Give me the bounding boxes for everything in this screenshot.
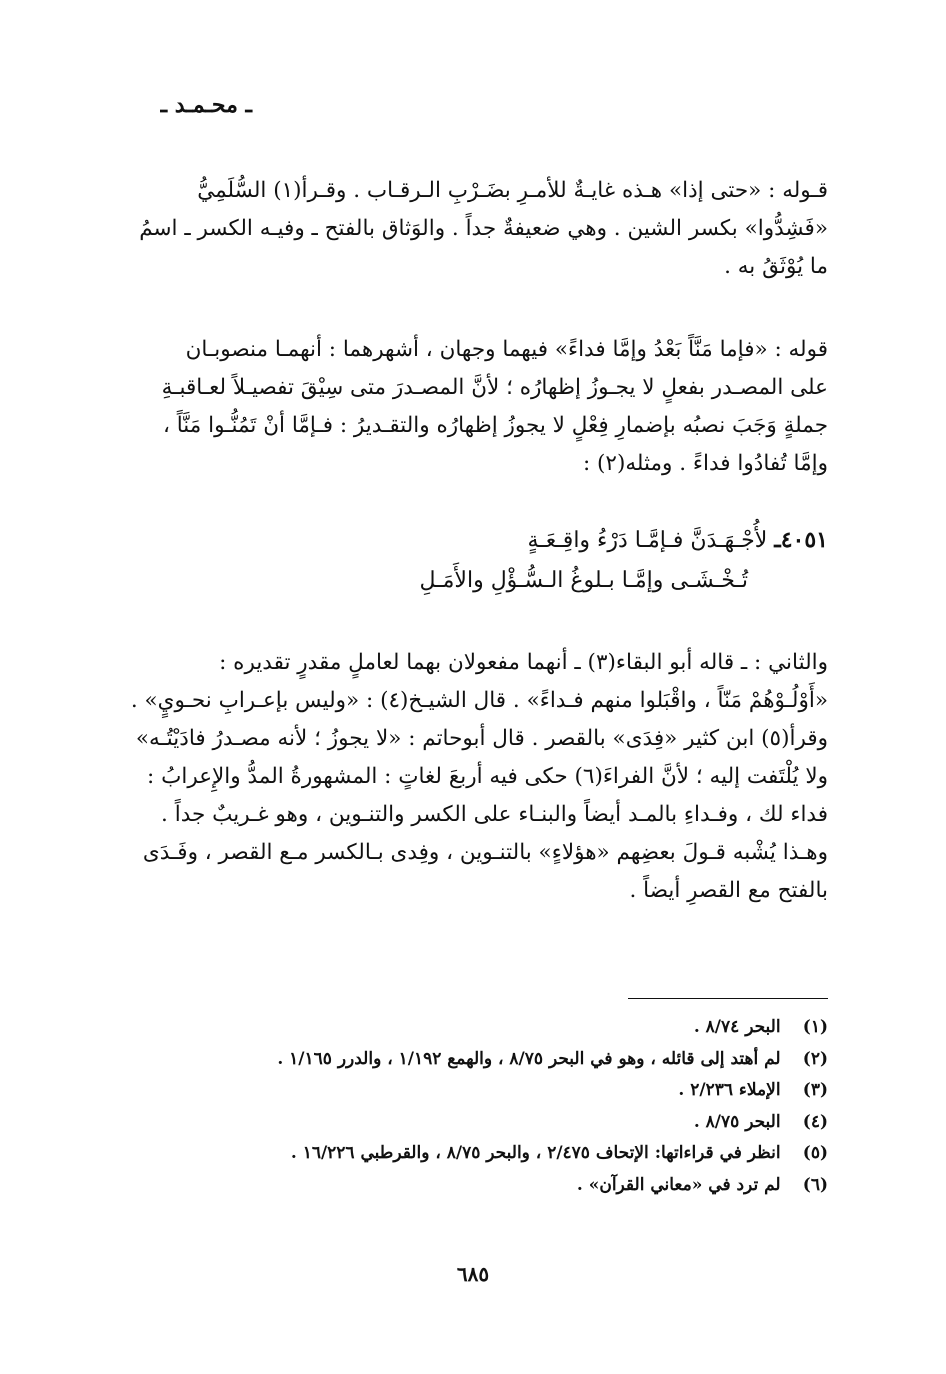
text-line: ولا يُلْتَفت إليه ؛ لأنَّ الفراءَ(٦) حكى فيه أربعَ لغاتٍ : المشهورةُ المدُّ والإِعرابُ : bbox=[147, 764, 828, 789]
text-line: جملةٍ وَجَبَ نصبُه بإضمارِ فِعْلٍ لا يجوزُ إظهارُه والتقـديرُ : فـإمَّا أنْ تَمُنُّـوا مَنَّاً ، bbox=[162, 413, 828, 438]
footnote-number: (٥) bbox=[802, 1143, 828, 1163]
text-line: على المصـدر بفعلٍ لا يجـوزُ إظهارُه ؛ لأنَّ المصـدرَ متى سِيْقَ تفصيـلاً لعـاقبـةِ bbox=[161, 375, 828, 400]
footnote-text: البحر ٨/٧٤ . bbox=[693, 1017, 781, 1037]
verse-first-line bbox=[113, 520, 828, 561]
text-line: بالفتح مع القصرِ أيضاً . bbox=[629, 878, 828, 903]
poetry-verse bbox=[113, 520, 828, 601]
footnote-divider bbox=[628, 998, 828, 999]
text-line: والثاني : ـ قاله أبو البقاء(٣) ـ أنهما مفعولان بهما لعاملٍ مقدرٍ تقديره : bbox=[219, 650, 828, 675]
running-header: ـ محـمـد ـ bbox=[160, 92, 252, 118]
footnote-item bbox=[113, 1075, 828, 1107]
footnote-number: (٢) bbox=[802, 1048, 828, 1069]
text-line: فداء لك ، وفـداءِ بالمـد أيضاً والبنـاء على الكسر والتنـوين ، وهو غـريبٌ جداً . bbox=[161, 802, 828, 827]
text-line: وإمَّا تُفادُوا فداءً . ومثله(٢) : bbox=[582, 451, 828, 476]
text-line: ما يُوْثَقُ به . bbox=[724, 254, 828, 279]
paragraph-2 bbox=[113, 331, 828, 483]
verse-number: ٤٠٥١ـ bbox=[774, 527, 828, 553]
footnote-item bbox=[113, 1138, 828, 1170]
text-line: قوله : «فإما مَنَّاً بَعْدُ وإمَّا فداءً» فيهما وجهان ، أشهرهما : أنهمـا منصوبـان bbox=[185, 337, 828, 362]
footnote-number: (١) bbox=[802, 1017, 828, 1037]
text-line: وقرأ(٥) ابن كثير «فِدَى» بالقصر . قال أبوحاتم : «لا يجوزُ ؛ لأنه مصـدرُ فادَيْتُـه» bbox=[135, 726, 828, 751]
footnote-text: انظر في قراءاتها: الإتحاف ٢/٤٧٥ ، والبحر ٨/٧٥ ، والقرطبي ١٦/٢٢٦ . bbox=[290, 1143, 781, 1163]
footnote-number: (٣) bbox=[802, 1080, 828, 1100]
footnote-text: الإملاء ٢/٢٣٦ . bbox=[678, 1080, 781, 1100]
footnote-text: لم ترد في «معاني القرآن» . bbox=[576, 1174, 781, 1195]
footnotes bbox=[113, 1012, 828, 1201]
footnote-number: (٤) bbox=[802, 1111, 828, 1132]
text-line: «فَشِدُّوا» بكسر الشين . وهي ضعيفةٌ جداً . والوَثاق بالفتح ـ وفيـه الكسر ـ اسمُ bbox=[139, 216, 828, 241]
text-line: وهـذا يُشْبه قـولَ بعضِهم «هؤلاءٍ» بالتنـوين ، وفِدى بـالكسر مـع القصر ، وفَـدَى bbox=[142, 840, 828, 865]
page-number: ٦٨٥ bbox=[456, 1262, 490, 1286]
verse-hemistich-2: تُـخْـشَـى وإمَّـا بـلوغُ الـسُّـؤْلِ والأَمَـلِ bbox=[419, 568, 748, 593]
text-line: «أَوْلُـوْهُمْ مَنّاً ، واقْبَلوا منهم فـداءً» . قال الشيـخ(٤) : «وليس بإعـرابِ نحـويٍ» . bbox=[130, 688, 828, 713]
paragraph-3 bbox=[113, 644, 828, 910]
verse-hemistich-1: لأُجْـهَـدَنَّ فـإمَّـا دَرْءُ واقِـعَـةٍ bbox=[527, 528, 768, 553]
text-line: قـوله : «حتى إذا» هـذه غايـةٌ للأمـرِ بضَـرْبِ الـرقـاب . وقـرأ(١) السُّلَمِيُّ bbox=[197, 178, 828, 203]
footnote-number: (٦) bbox=[802, 1174, 828, 1195]
footnote-item bbox=[113, 1012, 828, 1044]
footnote-item bbox=[113, 1170, 828, 1202]
footnote-text: البحر ٨/٧٥ . bbox=[693, 1111, 781, 1132]
paragraph-1 bbox=[113, 172, 828, 286]
footnote-item bbox=[113, 1107, 828, 1139]
footnote-text: لم أهتد إلى قائله ، وهو في البحر ٨/٧٥ ، والهمع ١/١٩٢ ، والدرر ١/١٦٥ . bbox=[277, 1048, 781, 1069]
footnote-item bbox=[113, 1044, 828, 1076]
